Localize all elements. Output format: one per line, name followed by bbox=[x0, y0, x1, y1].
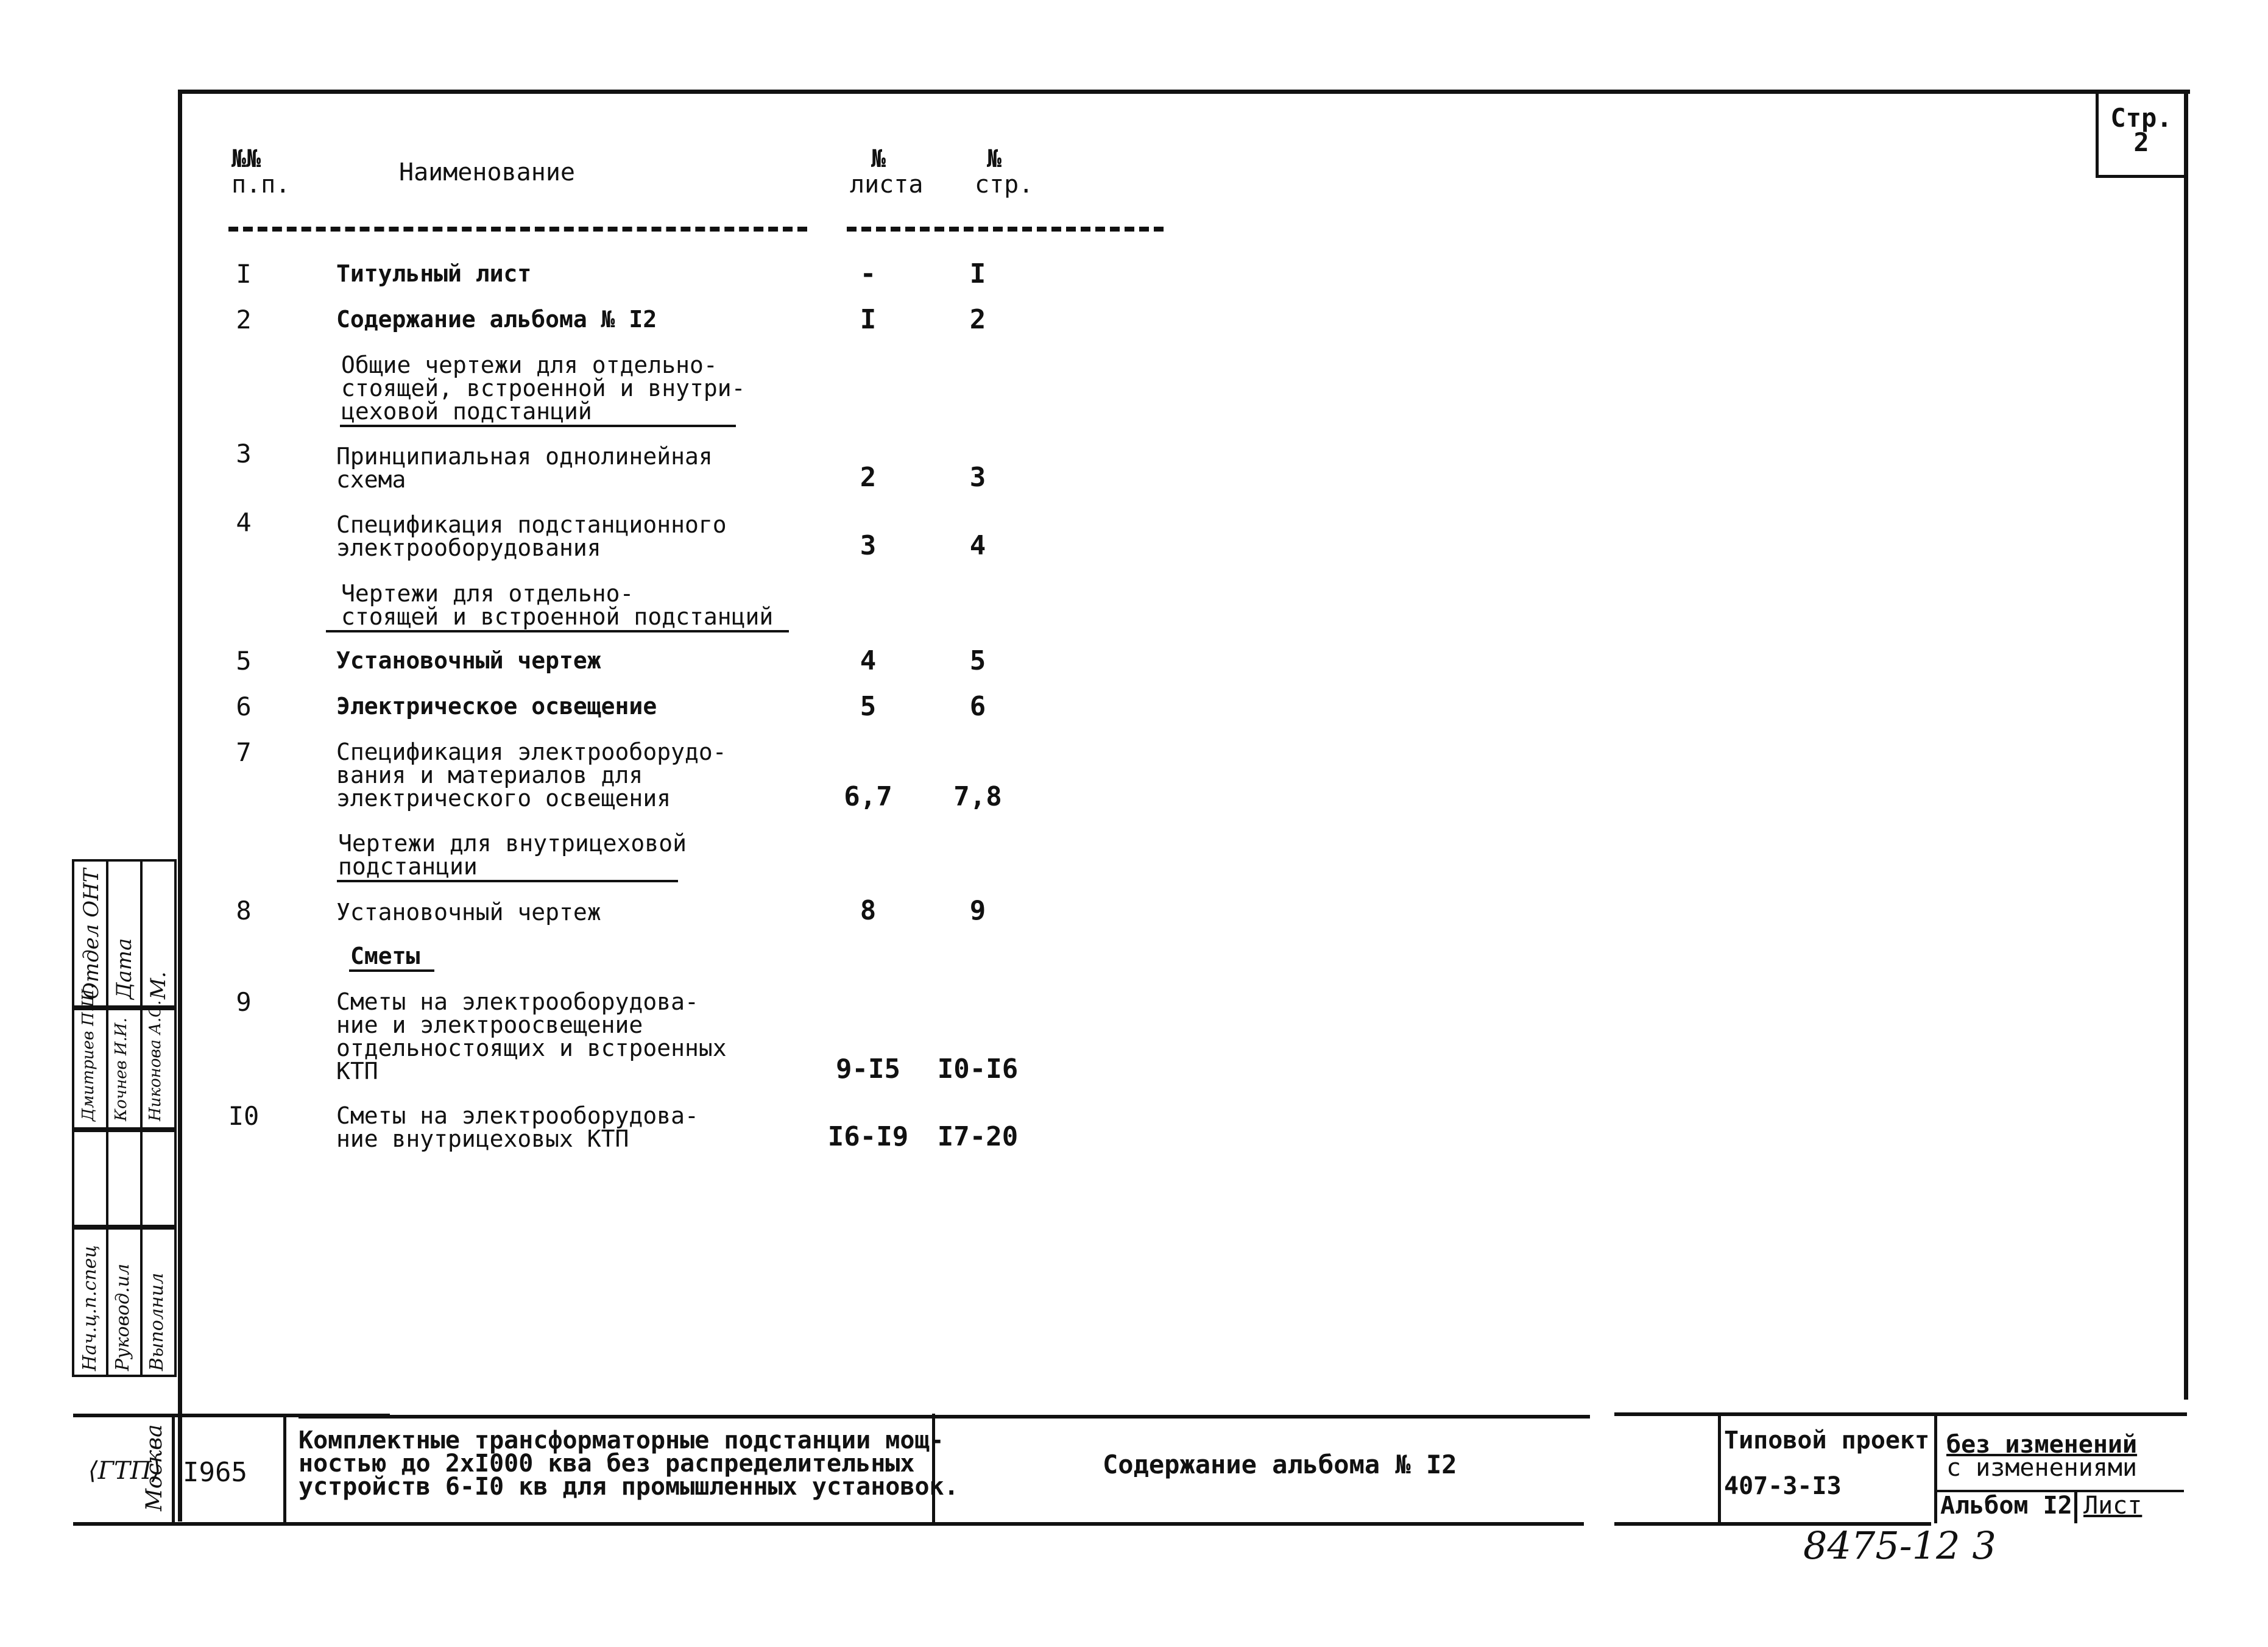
row-name: Сметы на электрооборудова- bbox=[336, 988, 699, 1015]
project-code: 407-3-I3 bbox=[1724, 1472, 1842, 1500]
row-sheet: 8 bbox=[860, 895, 877, 926]
row-number: 4 bbox=[236, 508, 252, 537]
section-line: Сметы bbox=[350, 943, 420, 969]
section-line: стоящей и встроенной подстанций bbox=[341, 603, 774, 630]
stamp-name: Дмитриев П.Ш. bbox=[79, 983, 97, 1121]
header-page: стр. bbox=[975, 171, 1034, 199]
section-underline bbox=[326, 630, 789, 632]
title-block-top-line bbox=[1614, 1412, 2187, 1416]
stamp-name: Никонова А.С. bbox=[146, 1000, 164, 1121]
sheet-number-value: 2 bbox=[2133, 127, 2149, 157]
row-name: Титульный лист bbox=[336, 260, 532, 287]
header-page-mark: № bbox=[987, 145, 1002, 173]
row-sheet: I bbox=[860, 304, 877, 335]
title-block-divider bbox=[172, 1414, 175, 1523]
row-name: Установочный чертеж bbox=[336, 899, 601, 926]
row-page: 4 bbox=[969, 530, 986, 561]
row-name: вания и материалов для bbox=[336, 762, 643, 788]
section-underline bbox=[340, 425, 736, 427]
stamp-divider bbox=[72, 1225, 177, 1230]
row-page: 6 bbox=[969, 691, 986, 722]
description-line: устройств 6-I0 кв для промышленных установок. bbox=[299, 1473, 959, 1501]
title-block-top-line bbox=[299, 1415, 1590, 1419]
row-page: 3 bbox=[969, 462, 986, 493]
row-page: I bbox=[969, 258, 986, 289]
stamp-date: Дата bbox=[112, 938, 136, 999]
header-num: п.п. bbox=[231, 171, 291, 199]
section-line: подстанции bbox=[338, 853, 478, 880]
row-page: 7,8 bbox=[953, 781, 1002, 812]
row-number: 2 bbox=[236, 305, 252, 335]
title-block-divider bbox=[1718, 1414, 1721, 1523]
description-line: Комплектные трансформаторные подстанции мощ- bbox=[299, 1426, 944, 1454]
row-number: I0 bbox=[228, 1101, 260, 1131]
row-page: I7-20 bbox=[937, 1121, 1019, 1152]
title-block-bottom-line bbox=[73, 1522, 1584, 1526]
row-number: 7 bbox=[236, 737, 252, 767]
approval-stamp bbox=[72, 859, 179, 1377]
frame-right-border bbox=[2184, 90, 2188, 1400]
title-block-divider bbox=[2074, 1490, 2077, 1523]
stamp-divider bbox=[72, 1127, 177, 1132]
sheet-label: Лист bbox=[2083, 1492, 2143, 1520]
description-line: ностью до 2хI000 ква без распределительных bbox=[299, 1450, 915, 1478]
header-sheet-mark: № bbox=[871, 145, 886, 173]
row-page: 9 bbox=[969, 895, 986, 926]
row-name: отдельностоящих и встроенных bbox=[336, 1035, 727, 1061]
stamp-role: Нач.ц.п.спец bbox=[79, 1245, 101, 1371]
section-underline bbox=[349, 969, 434, 972]
row-number: 6 bbox=[236, 692, 252, 721]
row-page: I0-I6 bbox=[937, 1054, 1019, 1085]
row-sheet: 5 bbox=[860, 691, 877, 722]
row-sheet: I6-I9 bbox=[827, 1121, 909, 1152]
row-name: Установочный чертеж bbox=[336, 647, 601, 674]
section-line: Чертежи для внутрицеховой bbox=[338, 830, 687, 857]
row-name: Содержание альбома № I2 bbox=[336, 306, 657, 333]
change-status-with: с изменениями bbox=[1946, 1454, 2138, 1482]
title-block-divider bbox=[283, 1414, 286, 1523]
row-name: ние внутрицеховых КТП bbox=[336, 1125, 629, 1152]
section-underline bbox=[337, 880, 678, 882]
city-label: Москва bbox=[142, 1424, 167, 1511]
row-number: I bbox=[236, 259, 252, 289]
row-page: 5 bbox=[969, 645, 986, 676]
row-name: электрического освещения bbox=[336, 785, 671, 812]
archive-number: 8475-12 3 bbox=[1803, 1523, 1996, 1568]
sheet-number-label: Стр. bbox=[2110, 103, 2172, 133]
row-name: Спецификация электрооборудо- bbox=[336, 738, 727, 765]
section-line: Общие чертежи для отдельно- bbox=[341, 352, 718, 378]
section-line: цеховой подстанций bbox=[341, 398, 592, 425]
row-sheet: 9-I5 bbox=[836, 1054, 900, 1085]
row-number: 5 bbox=[236, 646, 252, 676]
header-num-mark: №№ bbox=[231, 145, 261, 173]
row-number: 9 bbox=[236, 987, 252, 1017]
header-name: Наименование bbox=[399, 158, 575, 186]
sheet-number-box bbox=[2096, 93, 2184, 178]
row-name: электрооборудования bbox=[336, 534, 601, 561]
row-name: ние и электроосвещение bbox=[336, 1011, 643, 1038]
year: I965 bbox=[183, 1457, 247, 1488]
section-line: Чертежи для отдельно- bbox=[341, 580, 634, 607]
row-sheet: 2 bbox=[860, 462, 877, 493]
album-label: Альбом I2 bbox=[1940, 1492, 2072, 1520]
row-sheet: 3 bbox=[860, 530, 877, 561]
header-sheet: листа bbox=[850, 171, 924, 199]
row-number: 3 bbox=[236, 439, 252, 469]
row-sheet: 4 bbox=[860, 645, 877, 676]
stamp-role: Руковод.ил bbox=[112, 1263, 133, 1371]
project-label: Типовой проект bbox=[1724, 1426, 1930, 1454]
stamp-m: М. bbox=[146, 971, 171, 999]
row-sheet: - bbox=[860, 258, 877, 289]
header-divider-right bbox=[847, 227, 1164, 232]
row-page: 2 bbox=[969, 304, 986, 335]
stamp-name: Кочнев И.И. bbox=[112, 1018, 130, 1121]
row-name: Спецификация подстанционного bbox=[336, 511, 727, 538]
section-line: стоящей, встроенной и внутри- bbox=[341, 375, 746, 402]
header-divider-left bbox=[228, 227, 807, 232]
row-name: схема bbox=[336, 466, 406, 493]
stamp-role: Выполнил bbox=[146, 1272, 168, 1371]
org-logo: ⟨ГТП⟩ bbox=[88, 1457, 161, 1485]
change-status-none: без изменений bbox=[1946, 1431, 2138, 1459]
row-number: 8 bbox=[236, 896, 252, 926]
title-block-divider bbox=[1934, 1414, 1937, 1523]
row-name: Электрическое освещение bbox=[336, 693, 657, 720]
frame-top-border bbox=[180, 90, 2190, 94]
row-sheet: 6,7 bbox=[844, 781, 892, 812]
row-name: Принципиальная однолинейная bbox=[336, 443, 713, 470]
stamp-dept: Отдел ОНТ bbox=[79, 868, 104, 999]
row-name: КТП bbox=[336, 1058, 378, 1085]
row-name: Сметы на электрооборудова- bbox=[336, 1102, 699, 1129]
document-subject: Содержание альбома № I2 bbox=[1103, 1450, 1457, 1479]
